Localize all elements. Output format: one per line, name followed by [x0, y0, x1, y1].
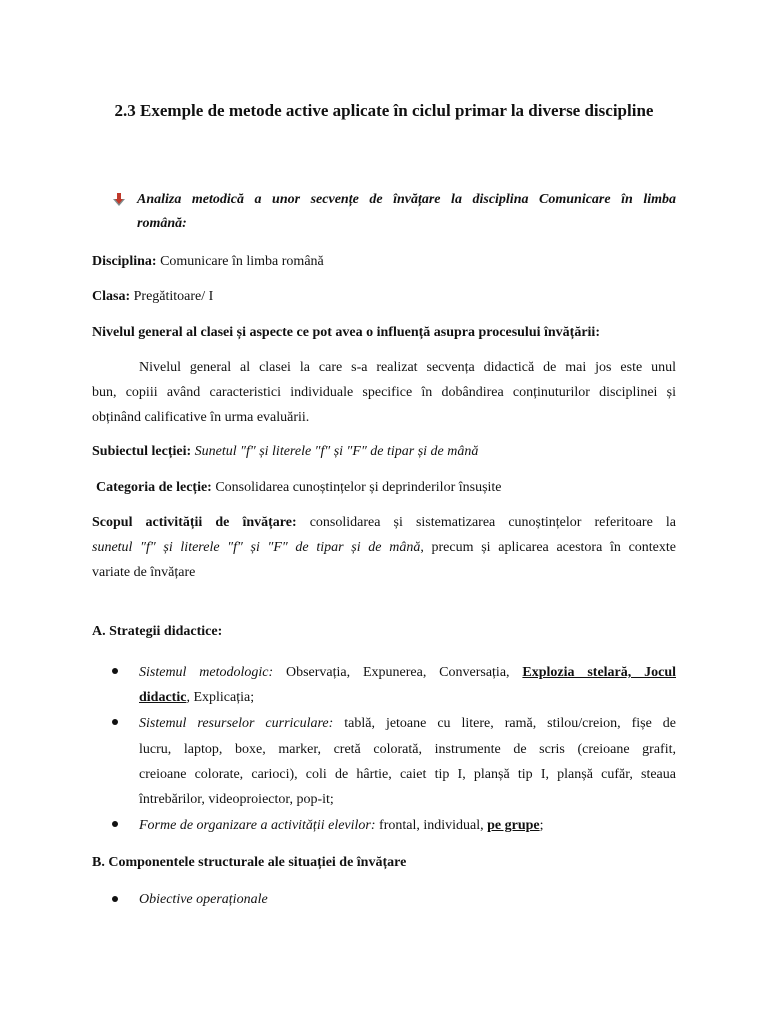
subiect-value: Sunetul ″f″ și literele ″f″ și ″F″ de tipar și de mână: [191, 444, 479, 459]
nivel-paragraph-line2: bun, copiii având caracteristici individuale specifice în dobândirea conținuturilor disciplinei și: [92, 385, 676, 400]
subiect-line: [92, 442, 478, 462]
clasa-label: Clasa:: [92, 289, 131, 304]
bullet-a2-line2: lucru, laptop, boxe, marker, cretă colorată, instrumente de scris (creioane grafit,: [139, 742, 676, 757]
disciplina-value: Comunicare în limba română: [156, 254, 324, 269]
nivel-paragraph-line1: Nivelul general al clasei la care s-a realizat secvența didactică de mai jos este unul: [139, 360, 676, 375]
bullet-a1-line1: [139, 663, 676, 683]
bullet-dot-icon: [112, 896, 120, 904]
arrow-down-icon: [112, 193, 126, 207]
subiect-label: Subiectul lecției:: [92, 444, 192, 459]
bullet-dot-icon: [112, 821, 120, 829]
bullet-a3-label: Forme de organizare a activității elevilor:: [139, 818, 376, 833]
section-a-heading: A. Strategii didactice:: [92, 624, 223, 639]
bullet-a3-line: [139, 816, 544, 836]
bullet-a3-text: frontal, individual,: [375, 818, 488, 833]
nivel-paragraph-line3: obținând calificative în urma evaluării.: [92, 410, 310, 425]
categoria-label: Categoria de lecție:: [96, 480, 212, 495]
scop-line1: [92, 513, 676, 533]
bullet-a3-bold: pe grupe: [487, 818, 540, 833]
bullet-a2-label: Sistemul resurselor curriculare:: [139, 716, 334, 731]
bullet-a2-line1: [139, 714, 676, 734]
scop-line1-text: consolidarea și sistematizarea cunoștințelor referitoare la: [296, 515, 676, 530]
nivel-heading: Nivelul general al clasei și aspecte ce pot avea o influență asupra procesului învățării:: [92, 325, 600, 340]
bullet-b1-line: Obiective operaționale: [139, 892, 268, 907]
scop-line2-text: , precum și aplicarea acestora în contexte: [420, 540, 676, 555]
bullet-a1-bold1: Explozia stelară, Jocul: [522, 665, 677, 680]
scop-label: Scopul activității de învățare:: [92, 515, 297, 530]
bullet-a3-rest: ;: [539, 818, 544, 833]
clasa-value: Pregătitoare/ I: [130, 289, 214, 304]
bullet-a1-rest: , Explicația;: [186, 690, 255, 705]
scop-line2-italic: sunetul ″f″ și literele ″f″ și ″F″ de tipar și de mână: [92, 540, 421, 555]
bullet-a1-line2: [139, 688, 254, 708]
clasa-line: [92, 287, 213, 307]
scop-line2: [92, 538, 676, 558]
disciplina-line: [92, 252, 324, 272]
page-title: 2.3 Exemple de metode active aplicate în ciclul primar la diverse discipline: [114, 101, 654, 120]
analysis-heading-line1: Analiza metodică a unor secvențe de învățare la disciplina Comunicare în limba: [137, 192, 676, 207]
categoria-value: Consolidarea cunoștințelor și deprinderilor însușite: [211, 480, 502, 495]
bullet-dot-icon: [112, 668, 120, 676]
bullet-a1-bold2: didactic: [139, 690, 187, 705]
bullet-a1-label: Sistemul metodologic:: [139, 665, 274, 680]
scop-line3: variate de învățare: [92, 565, 196, 580]
bullet-a1-text: Observația, Expunerea, Conversația,: [273, 665, 523, 680]
bullet-a2-line4: întrebărilor, videoproiector, pop-it;: [139, 792, 334, 807]
analysis-heading-line2: română:: [137, 216, 187, 231]
categoria-line: [96, 478, 502, 498]
bullet-a2-line1-text: tablă, jetoane cu litere, ramă, stilou/creion, fișe de: [333, 716, 676, 731]
bullet-a2-line3: creioane colorate, carioci), coli de hârtie, caiet tip I, planșă tip I, planșă cufăr, steaua: [139, 767, 676, 782]
section-b-heading: B. Componentele structurale ale situației de învățare: [92, 855, 407, 870]
disciplina-label: Disciplina:: [92, 254, 157, 269]
bullet-dot-icon: [112, 719, 120, 727]
